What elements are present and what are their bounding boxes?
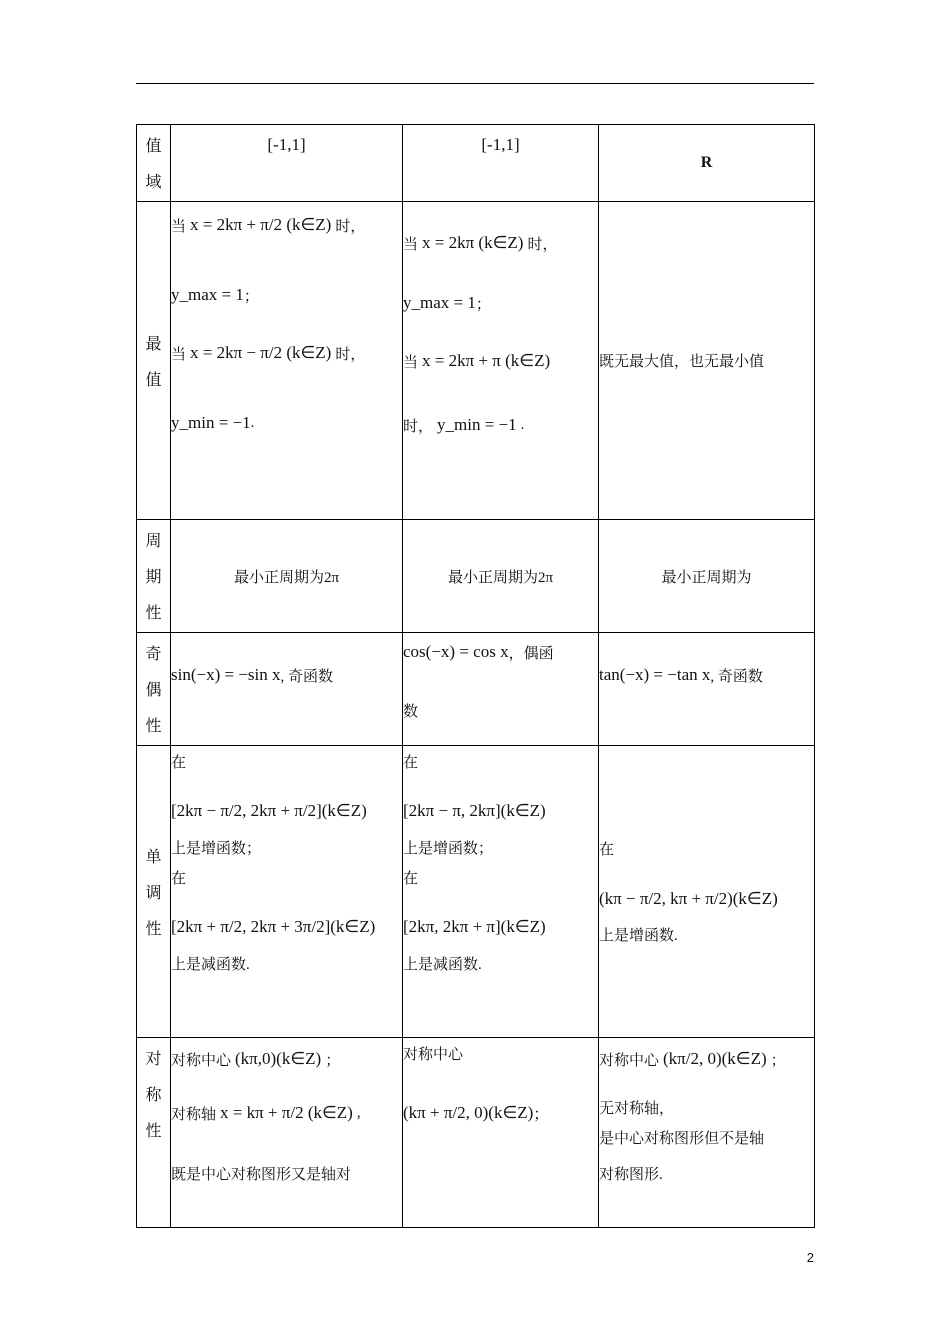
cos-decreasing-interval: [2kπ, 2kπ + π](k∈Z) [403,917,546,936]
tan-symmetry-note: 是中心对称图形但不是轴 [599,1130,765,1147]
row-label-monotonic: 单 调 性 [137,746,171,1038]
sin-increasing-interval: [2kπ − π/2, 2kπ + π/2](k∈Z) [171,801,367,820]
tan-symmetry: 对称中心 (kπ/2, 0)(k∈Z) ； 无对称轴， 是中心对称图形但不是轴 对称图形. [599,1038,815,1228]
header-rule [136,83,814,84]
sin-parity: sin(−x) = −sin x , 奇函数 [171,633,403,746]
tan-symmetry-center: (kπ/2, 0)(k∈Z) [663,1049,767,1068]
row-label-symmetry: 对 称 性 [137,1038,171,1228]
cos-parity: cos(−x) = cos x ，偶函 数 [403,633,599,746]
row-period [137,520,815,633]
tan-monotonic: 在 (kπ − π/2, kπ + π/2)(k∈Z) 上是增函数. [599,746,815,1038]
page-number: 2 [806,1250,814,1265]
sin-range-value: [-1,1] [267,135,306,154]
sin-symmetry-center: (kπ,0)(k∈Z) [235,1049,322,1068]
cos-ymin: y_min = −1 [437,415,517,434]
row-monotonic [137,746,815,1038]
row-extrema [137,202,815,520]
tan-increasing-interval: (kπ − π/2, kπ + π/2)(k∈Z) [599,888,778,908]
tan-no-axis: 无对称轴， [599,1100,675,1117]
trig-properties-table [136,124,815,1228]
tan-extrema-text: 既无最大值，也无最小值 [599,354,765,370]
cos-range [403,125,599,202]
row-label-parity: 奇 偶 性 [137,633,171,746]
tan-period: 最小正周期为 [599,520,815,633]
cos-max-condition: x = 2kπ (k∈Z) [422,233,524,252]
row-range [137,125,815,202]
row-label-extrema: 最 值 [137,202,171,520]
sin-decreasing-interval: [2kπ + π/2, 2kπ + 3π/2](k∈Z) [171,917,376,936]
tan-parity-formula: tan(−x) = −tan x [599,665,711,684]
row-parity [137,633,815,746]
cos-extrema: 当 x = 2kπ (k∈Z) 时， y_max = 1 ； 当 x = 2kπ + π (k∈Z) 时， y_min = −1 . [403,202,599,520]
sin-range [171,125,403,202]
sin-symmetry-note: 既是中心对称图形又是轴对 [171,1166,352,1183]
row-label-period: 周 期 性 [137,520,171,633]
cos-symmetry: 对称中心 (kπ + π/2, 0)(k∈Z) ； [403,1038,599,1228]
sin-period: 最小正周期为2π [171,520,403,633]
sin-max-condition: x = 2kπ + π/2 (k∈Z) [190,215,332,234]
tan-extrema [599,202,815,520]
cos-period: 最小正周期为2π [403,520,599,633]
sin-parity-formula: sin(−x) = −sin x [171,665,281,684]
sin-extrema: 当 x = 2kπ + π/2 (k∈Z) 时， y_max = 1 ； 当 x = 2kπ − π/2 (k∈Z) 时， y_min = −1 . [171,202,403,520]
row-label-range: 值 域 [137,125,171,202]
cos-symmetry-center: (kπ + π/2, 0)(k∈Z) [403,1103,534,1122]
cos-min-condition: x = 2kπ + π (k∈Z) [422,351,551,370]
sin-ymax: y_max = 1 [171,285,244,304]
cos-monotonic: 在 [2kπ − π, 2kπ](k∈Z) 上是增函数； 在 [2kπ, 2kπ + π](k∈Z) 上是减函数. [403,746,599,1038]
cos-range-value: [-1,1] [481,135,520,154]
cos-parity-formula: cos(−x) = cos x [403,642,509,661]
tan-parity: tan(−x) = −tan x , 奇函数 [599,633,815,746]
cos-increasing-interval: [2kπ − π, 2kπ](k∈Z) [403,801,546,820]
sin-min-condition: x = 2kπ − π/2 (k∈Z) [190,343,332,362]
sin-monotonic: 在 [2kπ − π/2, 2kπ + π/2](k∈Z) 上是增函数； 在 [2kπ + π/2, 2kπ + 3π/2](k∈Z) 上是减函数. [171,746,403,1038]
sin-symmetry: 对称中心 (kπ,0)(k∈Z) ； 对称轴 x = kπ + π/2 (k∈Z) , 既是中心对称图形又是轴对 [171,1038,403,1228]
cos-ymax: y_max = 1 [403,293,476,312]
row-symmetry [137,1038,815,1228]
sin-ymin: y_min = −1 [171,413,251,432]
tan-range [599,125,815,202]
tan-range-value: R [700,154,713,171]
sin-symmetry-axis: x = kπ + π/2 (k∈Z) [220,1103,353,1122]
